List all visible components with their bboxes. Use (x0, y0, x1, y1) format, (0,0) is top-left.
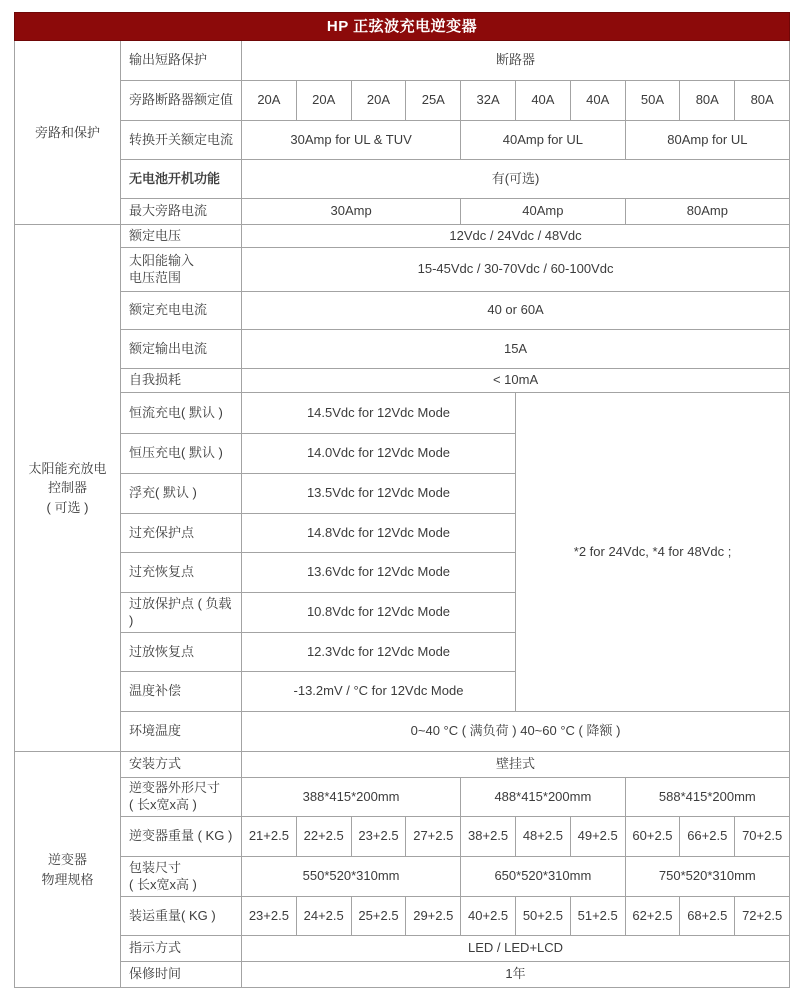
section-label-physical-line2: 物理规格 (41, 871, 94, 887)
spec-value-shipping-weight-2: 25+2.5 (351, 897, 406, 936)
section-label-bypass: 旁路和保护 (15, 41, 121, 225)
row-label-rated-voltage: 额定电压 (121, 225, 242, 248)
spec-value-breaker-0: 20A (242, 81, 297, 121)
multiplier-note: *2 for 24Vdc, *4 for 48Vdc ; (515, 393, 789, 712)
row-label-indication: 指示方式 (121, 936, 242, 962)
spec-value-mounting: 壁挂式 (242, 752, 790, 778)
spec-value-shipping-weight-1: 24+2.5 (296, 897, 351, 936)
row-label-breaker-rating: 旁路断路器额定值 (121, 81, 242, 121)
spec-value-shipping-weight-4: 40+2.5 (461, 897, 516, 936)
spec-value-overcharge-protect: 14.8Vdc for 12Vdc Mode (242, 514, 516, 553)
spec-value-breaker-1: 20A (296, 81, 351, 121)
row-label-short-circuit: 输出短路保护 (121, 41, 242, 81)
spec-value-overcharge-recover: 13.6Vdc for 12Vdc Mode (242, 553, 516, 593)
spec-value-transfer-0: 30Amp for UL & TUV (242, 121, 461, 160)
spec-value-ambient-temp: 0~40 °C ( 满负荷 ) 40~60 °C ( 降额 ) (242, 712, 790, 752)
row-label-solar-input-line1: 太阳能输入 (129, 252, 195, 268)
spec-value-transfer-2: 80Amp for UL (625, 121, 790, 160)
spec-value-inverter-dims-2: 588*415*200mm (625, 778, 790, 817)
row-label-solar-input (121, 248, 242, 292)
spec-value-max-bypass-1: 40Amp (461, 199, 625, 225)
row-label-package-dims-line2: ( 长x宽x高 ) (129, 876, 197, 892)
section-label-solar-line3: ( 可选 ) (46, 499, 89, 515)
spec-value-shipping-weight-6: 51+2.5 (570, 897, 625, 936)
spec-value-breaker-8: 80A (680, 81, 735, 121)
spec-value-inverter-weight-1: 22+2.5 (296, 817, 351, 857)
spec-value-inverter-weight-3: 27+2.5 (406, 817, 461, 857)
row-label-max-bypass: 最大旁路电流 (121, 199, 242, 225)
row-label-mounting: 安装方式 (121, 752, 242, 778)
row-label-ambient-temp: 环境温度 (121, 712, 242, 752)
spec-value-shipping-weight-0: 23+2.5 (242, 897, 297, 936)
spec-value-inverter-weight-4: 38+2.5 (461, 817, 516, 857)
spec-value-inverter-weight-2: 23+2.5 (351, 817, 406, 857)
row-label-solar-input-line2: 电压范围 (129, 269, 182, 285)
row-label-rated-charge-current: 额定充电电流 (121, 292, 242, 330)
row-label-warranty: 保修时间 (121, 962, 242, 988)
spec-value-solar-input: 15-45Vdc / 30-70Vdc / 60-100Vdc (242, 248, 790, 292)
section-label-physical-line1: 逆变器 (47, 852, 87, 867)
row-label-overdischarge-recover: 过放恢复点 (121, 633, 242, 672)
spec-value-breaker-6: 40A (570, 81, 625, 121)
spec-value-absorption-charge: 14.0Vdc for 12Vdc Mode (242, 434, 516, 474)
spec-value-breaker-2: 20A (351, 81, 406, 121)
spec-value-inverter-weight-9: 70+2.5 (735, 817, 790, 857)
spec-table (14, 12, 790, 988)
row-label-shipping-weight: 装运重量( KG ) (121, 897, 242, 936)
row-label-overdischarge-protect: 过放保护点 ( 负载 ) (121, 593, 242, 633)
spec-value-warranty: 1年 (242, 962, 790, 988)
row-label-inverter-dims-line2: ( 长x宽x高 ) (129, 797, 197, 812)
spec-value-breaker-3: 25A (406, 81, 461, 121)
section-label-physical (15, 752, 121, 988)
spec-value-inverter-dims-1: 488*415*200mm (461, 778, 625, 817)
spec-value-shipping-weight-9: 72+2.5 (735, 897, 790, 936)
spec-value-breaker-7: 50A (625, 81, 680, 121)
spec-value-inverter-dims-0: 388*415*200mm (242, 778, 461, 817)
spec-value-package-dims-0: 550*520*310mm (242, 857, 461, 897)
spec-value-inverter-weight-5: 48+2.5 (515, 817, 570, 857)
spec-value-transfer-1: 40Amp for UL (461, 121, 625, 160)
spec-value-self-consumption: < 10mA (242, 369, 790, 393)
spec-value-shipping-weight-5: 50+2.5 (515, 897, 570, 936)
spec-value-shipping-weight-8: 68+2.5 (680, 897, 735, 936)
spec-value-overdischarge-protect: 10.8Vdc for 12Vdc Mode (242, 593, 516, 633)
spec-value-breaker-5: 40A (515, 81, 570, 121)
spec-value-inverter-weight-8: 66+2.5 (680, 817, 735, 857)
row-label-self-consumption: 自我损耗 (121, 369, 242, 393)
section-label-solar-line2: 控制器 (47, 480, 87, 496)
row-label-package-dims-line1: 包装尺寸 (129, 859, 182, 875)
table-title: HP 正弦波充电逆变器 (15, 13, 790, 41)
row-label-absorption-charge: 恒压充电( 默认 ) (121, 434, 242, 474)
spec-value-short-circuit: 断路器 (242, 41, 790, 81)
spec-value-bulk-charge: 14.5Vdc for 12Vdc Mode (242, 393, 516, 434)
row-label-overcharge-protect: 过充保护点 (121, 514, 242, 553)
spec-value-package-dims-1: 650*520*310mm (461, 857, 625, 897)
spec-value-max-bypass-2: 80Amp (625, 199, 790, 225)
spec-value-max-bypass-0: 30Amp (242, 199, 461, 225)
row-label-no-battery-start: 无电池开机功能 (121, 160, 242, 199)
spec-value-rated-charge-current: 40 or 60A (242, 292, 790, 330)
row-label-overcharge-recover: 过充恢复点 (121, 553, 242, 593)
row-label-temp-compensation: 温度补偿 (121, 672, 242, 712)
row-label-bulk-charge: 恒流充电( 默认 ) (121, 393, 242, 434)
section-label-solar-line1: 太阳能充放电 (28, 460, 107, 476)
section-label-solar (15, 225, 121, 752)
spec-value-rated-output-current: 15A (242, 330, 790, 369)
row-label-transfer-switch: 转换开关额定电流 (121, 121, 242, 160)
spec-value-shipping-weight-7: 62+2.5 (625, 897, 680, 936)
spec-value-float-charge: 13.5Vdc for 12Vdc Mode (242, 474, 516, 514)
spec-value-inverter-weight-7: 60+2.5 (625, 817, 680, 857)
spec-value-overdischarge-recover: 12.3Vdc for 12Vdc Mode (242, 633, 516, 672)
spec-value-indication: LED / LED+LCD (242, 936, 790, 962)
row-label-package-dims (121, 857, 242, 897)
row-label-float-charge: 浮充( 默认 ) (121, 474, 242, 514)
row-label-inverter-dims-line1: 逆变器外形尺寸 (129, 780, 221, 796)
spec-value-shipping-weight-3: 29+2.5 (406, 897, 461, 936)
row-label-inverter-weight: 逆变器重量 ( KG ) (121, 817, 242, 857)
spec-value-package-dims-2: 750*520*310mm (625, 857, 790, 897)
spec-value-breaker-9: 80A (735, 81, 790, 121)
row-label-inverter-dims (121, 778, 242, 817)
row-label-rated-output-current: 额定输出电流 (121, 330, 242, 369)
spec-value-inverter-weight-0: 21+2.5 (242, 817, 297, 857)
spec-value-breaker-4: 32A (461, 81, 516, 121)
spec-value-rated-voltage: 12Vdc / 24Vdc / 48Vdc (242, 225, 790, 248)
spec-value-inverter-weight-6: 49+2.5 (570, 817, 625, 857)
spec-value-temp-compensation: -13.2mV / °C for 12Vdc Mode (242, 672, 516, 712)
spec-value-no-battery-start: 有(可选) (242, 160, 790, 199)
